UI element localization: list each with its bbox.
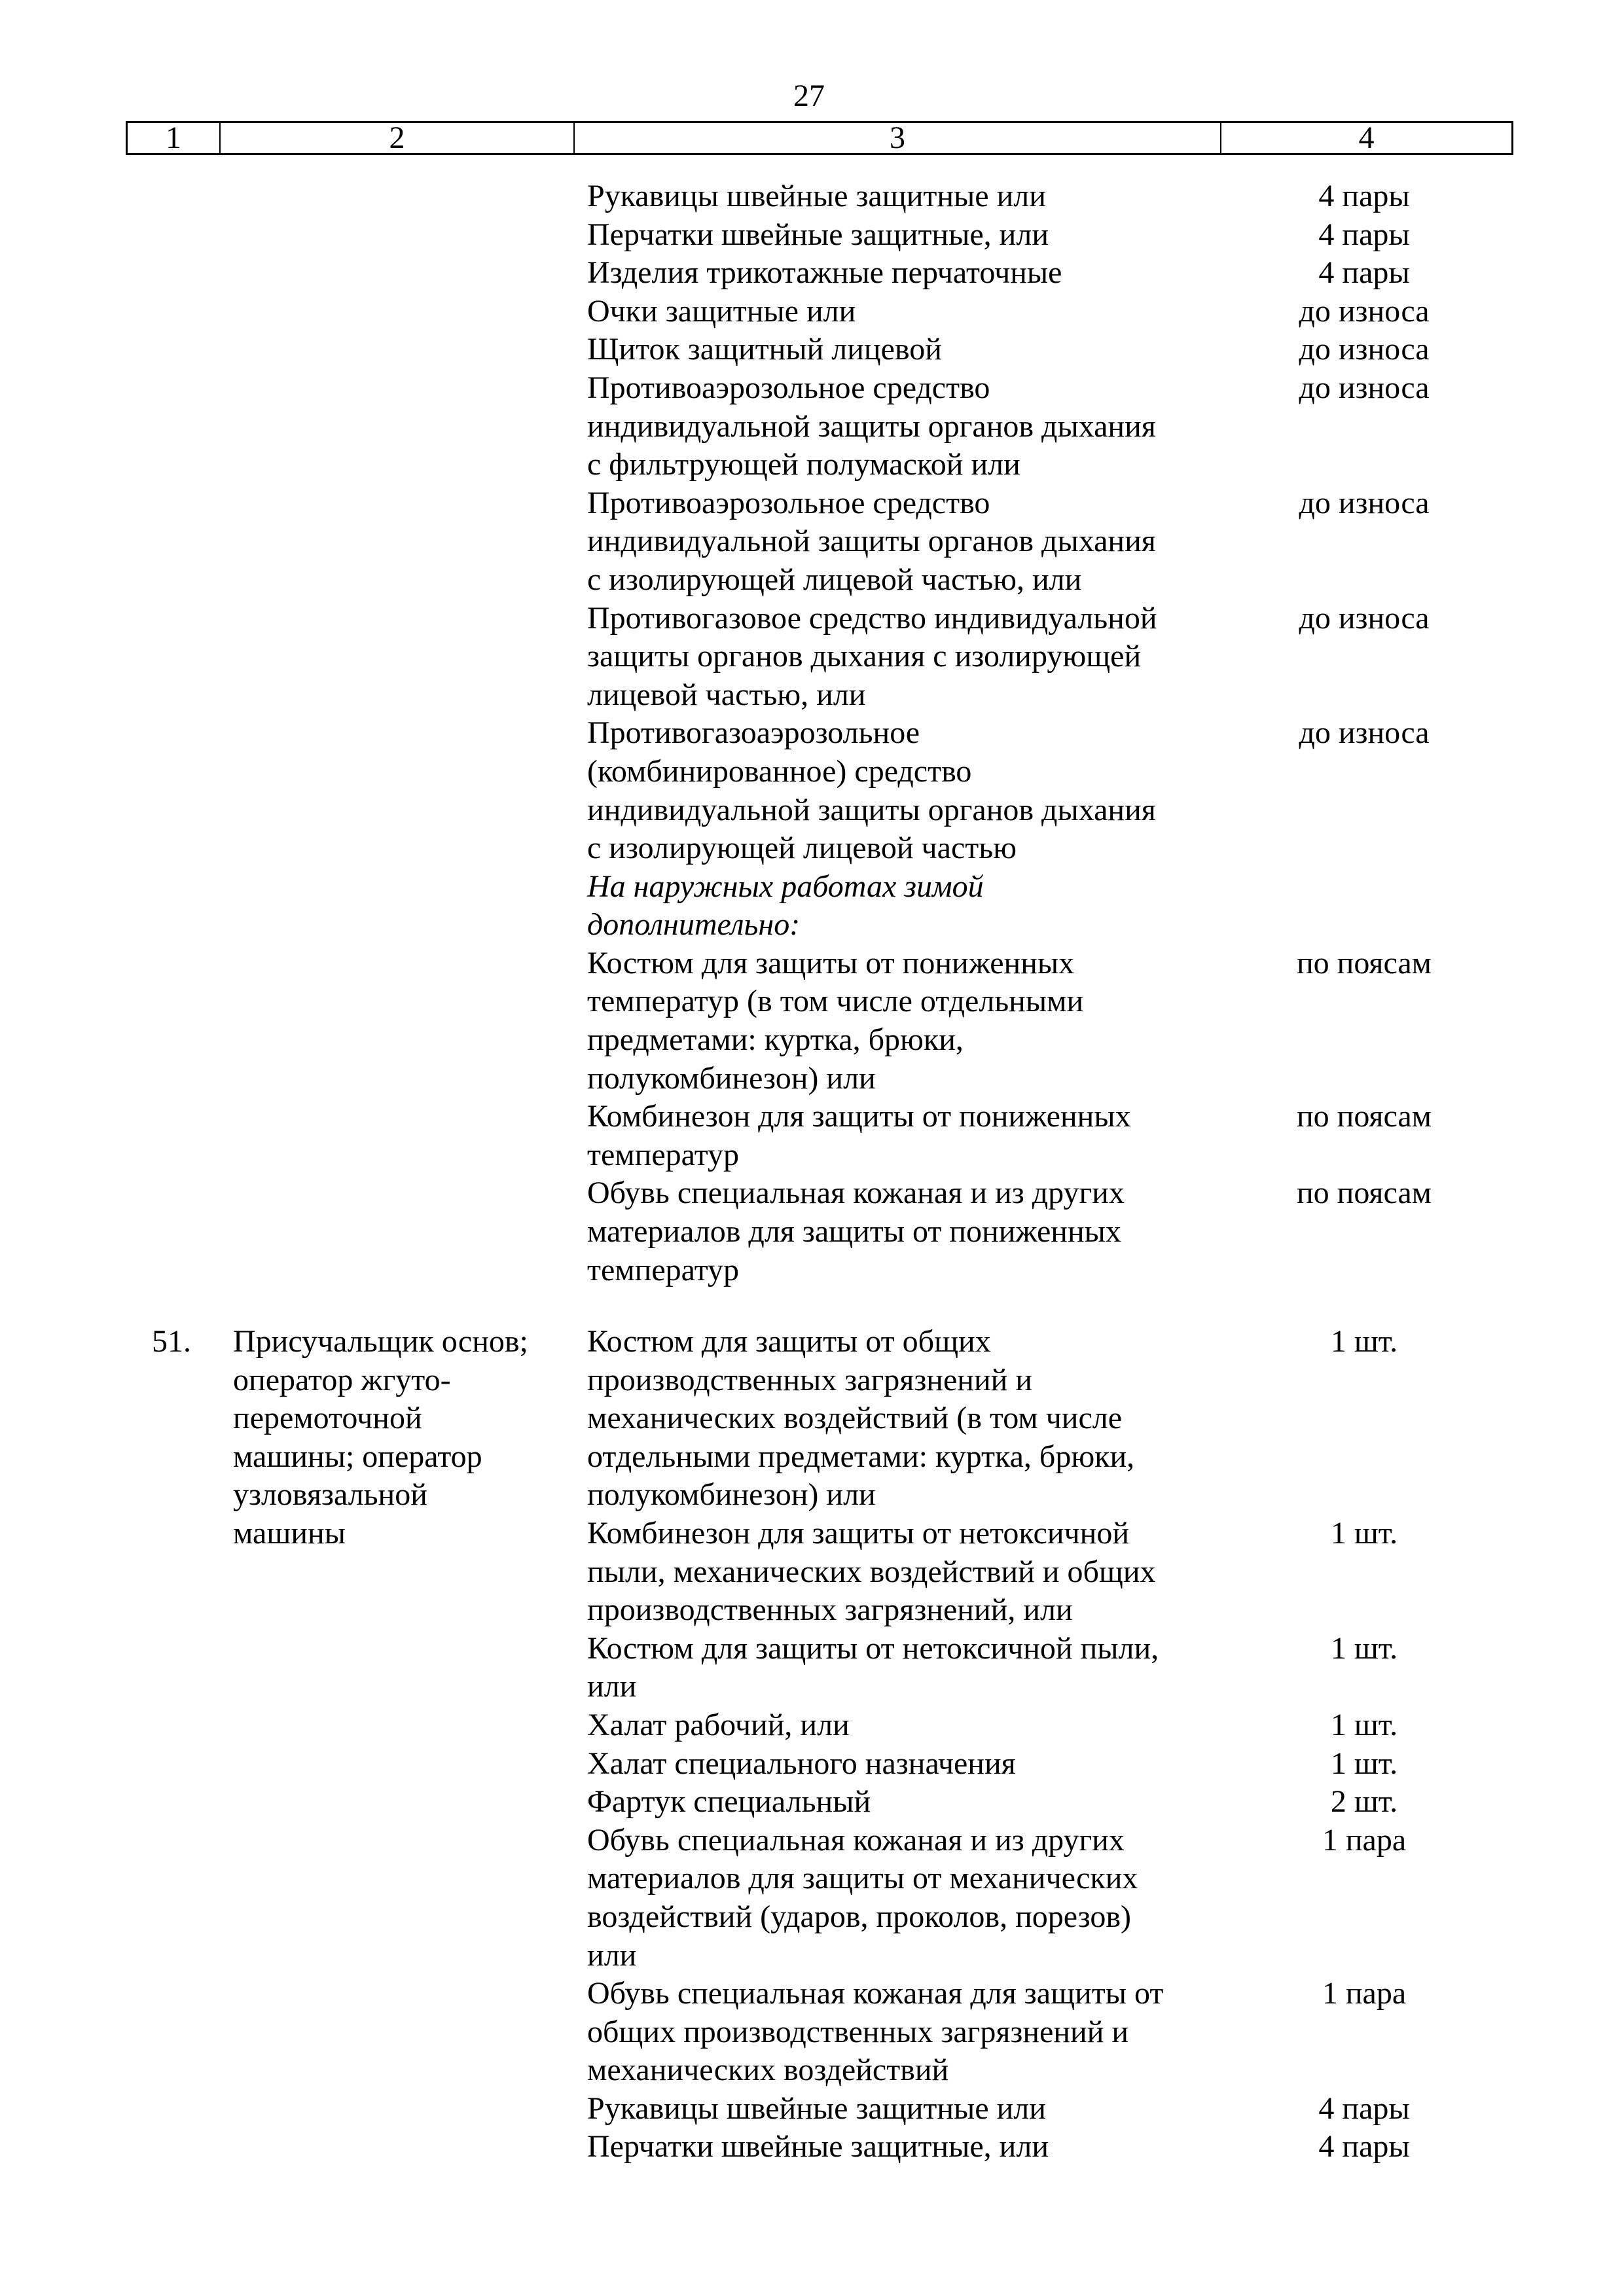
item-description-line: Обувь специальная кожаная и из других [587, 1175, 1125, 1211]
item-description-line: с изолирующей лицевой частью, или [587, 562, 1082, 597]
item-description-line: механических воздействий [587, 2053, 949, 2088]
table-row [0, 714, 1624, 867]
item-description-line: Перчатки швейные защитные, или [587, 217, 1049, 252]
item-description-line: Обувь специальная кожаная для защиты от [587, 1976, 1164, 2011]
item-description-line: производственных загрязнений, или [587, 1592, 1073, 1628]
item-description-line: индивидуальной защиты органов дыхания [587, 408, 1156, 444]
item-description-line: Противоаэрозольное средство [587, 485, 990, 520]
header-col-1: 1 [128, 123, 221, 153]
item-quantity: 4 пары [1318, 2090, 1410, 2126]
item-description-line: Костюм для защиты от пониженных [587, 945, 1075, 980]
table-row [0, 1630, 1624, 1706]
item-quantity: до износа [1299, 715, 1430, 751]
item-description-line: Рукавицы швейные защитные или [587, 179, 1046, 213]
table-row [0, 1975, 1624, 2090]
item-description-line: материалов для защиты от механических [587, 1861, 1138, 1896]
section-note: дополнительно: [587, 907, 801, 942]
table-row [0, 868, 1624, 944]
section-note: На наружных работах зимой [587, 869, 984, 904]
item-description-line: Очки защитные или [587, 293, 856, 329]
item-quantity: до износа [1299, 332, 1430, 367]
table-row [0, 216, 1624, 255]
item-quantity: по поясам [1296, 1099, 1432, 1134]
item-quantity: 1 пара [1322, 1976, 1407, 2011]
item-quantity: по поясам [1296, 945, 1432, 980]
item-quantity: до износа [1299, 370, 1430, 405]
item-description-line: Фартук специальный [587, 1784, 871, 1820]
item-description-line: Обувь специальная кожаная и из других [587, 1822, 1125, 1857]
item-description-line: пыли, механических воздействий и общих [587, 1554, 1156, 1589]
table-row [0, 2128, 1624, 2166]
item-description-line: Костюм для защиты от общих [587, 1324, 991, 1359]
item-description-line: Комбинезон для защиты от пониженных [587, 1099, 1131, 1134]
profession-line: оператор жгуто- [233, 1362, 451, 1397]
table-row [0, 1174, 1624, 1289]
header-col-3: 3 [575, 123, 1221, 153]
item-description-line: индивидуальной защиты органов дыхания [587, 792, 1156, 827]
item-description-line: Перчатки швейные защитные, или [587, 2129, 1049, 2164]
table-row [0, 1515, 1624, 1630]
table-row [0, 1821, 1624, 1975]
profession-line: узловязальной [233, 1477, 427, 1513]
item-description-line: защиты органов дыхания с изолирующей [587, 639, 1142, 674]
item-description-line: лицевой частью, или [587, 677, 866, 712]
item-quantity: до износа [1299, 293, 1430, 329]
item-description-line: температур (в том числе отдельными [587, 984, 1084, 1019]
item-quantity: 1 шт. [1330, 1707, 1398, 1742]
table-row [0, 331, 1624, 369]
profession-line: машины; оператор [233, 1439, 482, 1474]
header-col-2: 2 [221, 123, 575, 153]
item-quantity: 4 пары [1318, 217, 1410, 252]
item-quantity: до износа [1299, 485, 1430, 520]
table-row [0, 1745, 1624, 1784]
table-row [0, 2090, 1624, 2128]
item-quantity: 2 шт. [1330, 1784, 1398, 1820]
table-row [0, 484, 1624, 600]
item-description-line: индивидуальной защиты органов дыхания [587, 524, 1156, 559]
item-quantity: по поясам [1296, 1175, 1432, 1211]
item-description-line: общих производственных загрязнений и [587, 2014, 1129, 2049]
item-description-line: Халат специального назначения [587, 1746, 1016, 1781]
item-quantity: 4 пары [1318, 2129, 1410, 2164]
table-row [0, 1098, 1624, 1174]
item-description-line: Халат рабочий, или [587, 1707, 850, 1742]
table-header [126, 121, 1513, 155]
item-description-line: Противогазовое средство индивидуальной [587, 600, 1157, 636]
table-row [0, 944, 1624, 1098]
item-description-line: Противогазоаэрозольное [587, 715, 920, 751]
page-number: 27 [793, 79, 825, 113]
item-description-line: с фильтрующей полумаской или [587, 447, 1020, 482]
item-quantity: до износа [1299, 600, 1430, 636]
table-row-51 [0, 1323, 1624, 2166]
item-description-line: температур [587, 1252, 740, 1287]
item-description-line: или [587, 1669, 637, 1704]
item-description-line: полукомбинезон) или [587, 1060, 876, 1096]
item-description-line: Рукавицы швейные защитные или [587, 2090, 1046, 2126]
item-quantity: 1 шт. [1330, 1515, 1398, 1551]
item-description-line: механических воздействий (в том числе [587, 1401, 1123, 1436]
item-quantity: 4 пары [1318, 179, 1410, 213]
item-quantity: 4 пары [1318, 255, 1410, 291]
item-quantity: 1 пара [1322, 1822, 1407, 1857]
item-description-line: Щиток защитный лицевой [587, 332, 942, 367]
item-quantity: 1 шт. [1330, 1746, 1398, 1781]
header-col-4: 4 [1358, 120, 1375, 155]
item-description-line: Изделия трикотажные перчаточные [587, 255, 1062, 291]
item-description-line: или [587, 1937, 637, 1973]
item-quantity: 1 шт. [1330, 1324, 1398, 1359]
item-description-line: полукомбинезон) или [587, 1477, 876, 1513]
row-number: 51. [152, 1324, 191, 1359]
table-row [0, 254, 1624, 293]
item-description-line: воздействий (ударов, проколов, порезов) [587, 1899, 1131, 1934]
profession-line: Присучальщик основ; [233, 1324, 528, 1359]
table-row [0, 1323, 1624, 1515]
table-row [0, 600, 1624, 715]
table-row [0, 369, 1624, 484]
continued-items [0, 177, 1624, 1289]
item-quantity: 1 шт. [1330, 1630, 1398, 1666]
table-row [0, 1706, 1624, 1745]
item-description-line: Костюм для защиты от нетоксичной пыли, [587, 1630, 1159, 1666]
table-row [0, 1783, 1624, 1821]
item-description-line: материалов для защиты от пониженных [587, 1214, 1121, 1249]
item-description-line: температур [587, 1137, 740, 1172]
profession-line: машины [233, 1515, 346, 1551]
item-description-line: с изолирующей лицевой частью [587, 831, 1017, 866]
item-description-line: предметами: куртка, брюки, [587, 1022, 964, 1058]
profession-line: перемоточной [233, 1401, 422, 1436]
item-description-line: (комбинированное) средство [587, 753, 972, 789]
item-description-line: Комбинезон для защиты от нетоксичной [587, 1515, 1130, 1551]
item-description-line: производственных загрязнений и [587, 1362, 1033, 1397]
table-row [0, 177, 1624, 216]
item-description-line: отдельными предметами: куртка, брюки, [587, 1439, 1135, 1474]
item-description-line: Противоаэрозольное средство [587, 370, 990, 405]
ppe-items [0, 1323, 1624, 2166]
table-row [0, 293, 1624, 331]
